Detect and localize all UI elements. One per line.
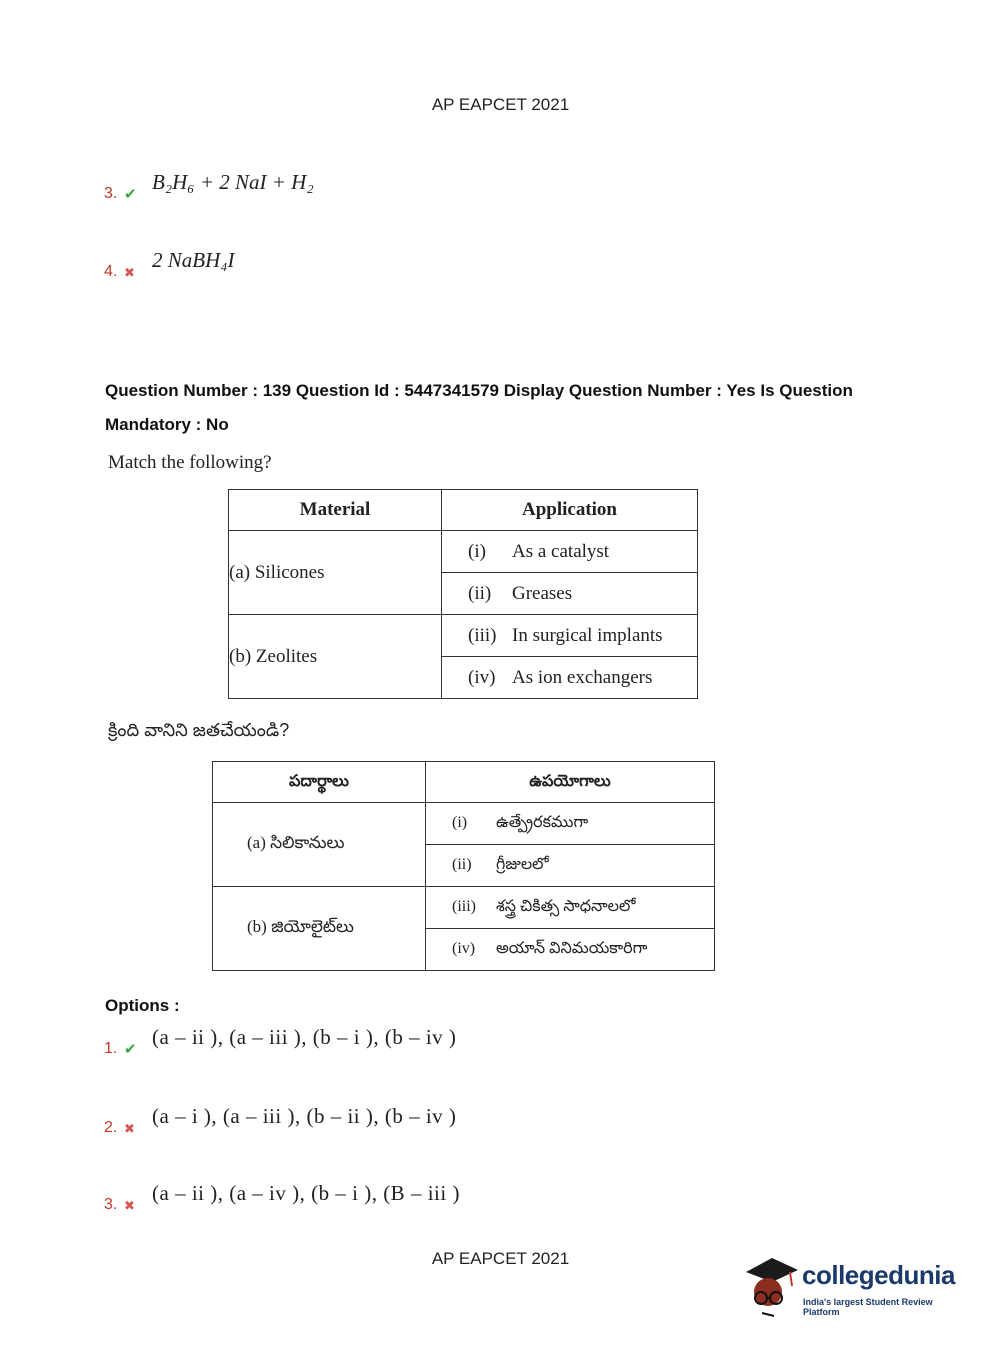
- application-row: (i) As a catalyst: [442, 531, 698, 573]
- prev-option-4: [104, 248, 235, 281]
- option-number: 3.: [104, 1196, 118, 1213]
- option-text: B₂H₆ + 2 NaI + H₂: [152, 170, 314, 194]
- application-row: (iii) In surgical implants: [442, 615, 698, 657]
- application-row-te: (ii) గ్రీజులలో: [426, 845, 715, 887]
- option-text: (a – i ), (a – iii ), (b – ii ), (b – iv ): [152, 1104, 457, 1128]
- cross-icon: ✖: [124, 1198, 135, 1213]
- check-icon: ✔: [124, 1041, 137, 1058]
- option-text: (a – ii ), (a – iii ), (b – i ), (b – iv ): [152, 1025, 457, 1049]
- application-row-te: (i) ఉత్ప్రేరకముగా: [426, 803, 715, 845]
- header-material-te: పదార్థాలు: [213, 762, 426, 803]
- option-number: 1.: [104, 1040, 118, 1057]
- option-number: 4.: [104, 263, 118, 280]
- option-text: (a – ii ), (a – iv ), (b – i ), (B – iii ): [152, 1181, 460, 1205]
- question-prompt-te: క్రింది వానిని జతచేయండి?: [108, 720, 290, 740]
- page-footer: AP EAPCET 2021: [431, 1249, 570, 1268]
- page-header: AP EAPCET 2021: [431, 95, 570, 114]
- prev-option-3: [104, 170, 314, 203]
- option-text: 2 NaBH₄I: [152, 248, 235, 272]
- collegedunia-logo: [740, 1250, 970, 1320]
- option-3: [104, 1181, 460, 1214]
- material-zeolites: (b) Zeolites: [229, 615, 442, 699]
- header-application: Application: [442, 490, 698, 531]
- option-number: 2.: [104, 1119, 118, 1136]
- options-label: Options :: [105, 996, 180, 1015]
- logo-tagline: India's largest Student Review Platform: [803, 1297, 933, 1317]
- option-1: [104, 1025, 457, 1058]
- material-zeolites-te: (b) జియోలైట్‌లు: [213, 887, 426, 971]
- check-icon: ✔: [124, 186, 137, 203]
- material-silicones: (a) Silicones: [229, 531, 442, 615]
- application-row-te: (iv) అయాన్ వినిమయకారిగా: [426, 929, 715, 971]
- application-row: (ii) Greases: [442, 573, 698, 615]
- match-table-te: [212, 761, 715, 971]
- question-prompt-en: Match the following?: [108, 452, 272, 473]
- material-silicones-te: (a) సిలికానులు: [213, 803, 426, 887]
- match-table-en: [228, 489, 698, 699]
- cross-icon: ✖: [124, 1121, 135, 1136]
- header-application-te: ఉపయోగాలు: [426, 762, 715, 803]
- cross-icon: ✖: [124, 265, 135, 280]
- header-material: Material: [229, 490, 442, 531]
- question-meta-line2: Mandatory : No: [105, 415, 229, 434]
- application-row: (iv) As ion exchangers: [442, 657, 698, 699]
- logo-name: collegedunia: [802, 1260, 955, 1290]
- application-row-te: (iii) శస్త్ర చికిత్స సాధనాలలో: [426, 887, 715, 929]
- option-number: 3.: [104, 185, 118, 202]
- option-2: [104, 1104, 457, 1137]
- question-meta-line1: Question Number : 139 Question Id : 5447341579 Display Question Number : Yes Is Question: [105, 381, 853, 400]
- question-meta: [105, 374, 905, 442]
- mascot-icon: [740, 1250, 800, 1320]
